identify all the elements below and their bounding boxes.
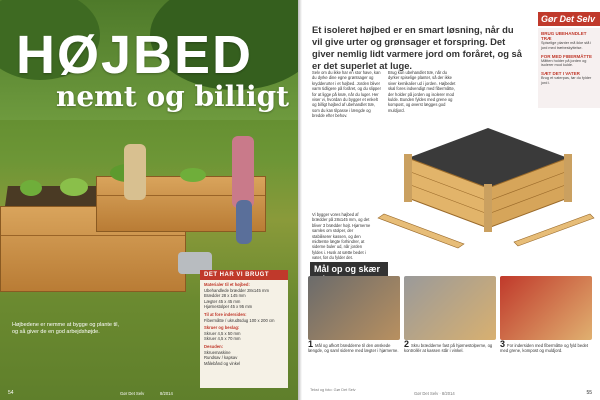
page-number-right: 55 (586, 390, 592, 396)
materials-box-heading: DET HAR VI BRUGT (200, 270, 288, 280)
issue-number: 8/2014 (160, 391, 173, 396)
tip-text: Spiselige planter må ikke stå i jord med træbeskyttelse. (541, 41, 592, 50)
photo-caption: Højbedene er nemme at bygge og plante til, og så giver de en god arbejdshøjde. (12, 322, 120, 335)
corner-post (404, 154, 412, 202)
step-number: 3 (500, 339, 506, 349)
loose-board (514, 214, 594, 246)
materials-item: Ubehandlede brædder 28x145 mm (204, 287, 269, 293)
step-number: 1 (308, 339, 314, 349)
tip-title: SÆT DET I VATER (541, 71, 580, 77)
loose-board (378, 214, 464, 248)
tools-item: Målebånd og vinkel (204, 360, 241, 366)
child-figure (124, 144, 146, 200)
section-badge: Gør Det Selv (538, 12, 600, 26)
step-text: Mål og afkort brædderne til den ønskede længde, og saml siderne med lægter i hjørnerne. (308, 343, 399, 354)
tools-item: Rundsav / kapsav (204, 355, 238, 361)
step-caption (404, 339, 496, 354)
step-caption (308, 339, 400, 354)
child-figure (236, 200, 252, 244)
step-photo-1 (308, 276, 400, 340)
step-photo-2 (404, 276, 496, 340)
tools-item: Skruemaskine (204, 349, 231, 355)
page-subtitle: nemt og billigt (56, 80, 290, 113)
article-column-1: Selv om du ikke har en stor have, kan du dyrke dine egne grøntsager og krydderurter i et højbed. Jorden bliver varm tidligere på foråret, og du slipper for at ligge på knæ, når du luger. Her viser vi, hvordan du bygger et enkelt og billigt højbed af ubehandlet træ, som du kan tilpasse i længde og bredde efter behov. (312, 70, 381, 119)
magazine-name: Gør Det Selv (120, 391, 145, 396)
mats-item: Fibermåtte / ukrudtsdug 100 x 200 cm (204, 317, 275, 323)
step-caption (500, 339, 592, 354)
corner-post (484, 184, 492, 232)
mats-title: Til at fore indersiden: (204, 311, 247, 317)
plant (60, 178, 88, 196)
article-column-3: Vi bygger vores højbed af brædder på 28x145 mm, og det bliver 3 brædder højt. Hjørnerne samles om stolper, der stabiliserer kassen, og den midterste lægte forhindrer, at siderne buler ud, når jorden fyldes i. Husk at sætte bedet i vater, før du fylder det. (312, 212, 371, 261)
materials-item: Brædder 28 x 145 mm (204, 293, 246, 299)
materials-box (200, 270, 288, 388)
corner-post (564, 154, 572, 202)
page-footer: Gør Det Selv · 8/2014 (414, 391, 455, 396)
photo-credit: Tekst og foto: Gør Det Selv (310, 388, 356, 392)
materials-item: Hjørnestolper 45 x 95 mm (204, 304, 253, 310)
right-page (302, 0, 600, 400)
materials-title: Materialer til et højbed: (204, 282, 250, 287)
raised-bed-diagram (368, 118, 598, 258)
materials-item: Lægter 45 x 45 mm (204, 298, 241, 304)
child-figure (232, 136, 254, 208)
screws-item: Skruer 4,5 x 50 mm (204, 330, 241, 336)
tip-title: BRUG UBEHANDLET TRÆ (541, 31, 587, 41)
screws-item: Skruer 4,5 x 70 mm (204, 336, 241, 342)
step-text: For indersiden med fibermåtte og fyld bedet med grene, kompost og muldjord. (500, 343, 589, 354)
tip-text: Brug et vaterpas, før du fylder jord i. (541, 76, 592, 85)
tools-title: Desuden: (204, 343, 224, 349)
screws-title: Skruer og beslag: (204, 325, 240, 331)
step-photo-3 (500, 276, 592, 340)
tip-text: Måtten holder på jorden og isolerer mod kulde. (541, 58, 587, 68)
page-title: HØJBED (16, 25, 254, 85)
article-lead: Et isoleret højbed er en smart løsning, når du vil give urter og grønsager et forspring. Det giver nemlig lidt varmere jord om foråret, og så er det superlet at luge. (312, 24, 522, 71)
step-text: Skru brædderne fast på hjørnestolperne, og kontrollér at kassen står i vinkel. (404, 343, 493, 354)
plant (180, 168, 206, 182)
tips-box (538, 28, 600, 108)
left-page (0, 0, 298, 400)
article-column-2: Brug kun ubehandlet træ, når du dyrker spiselige planter, så der ikke siver kemikalier ud i jorden. Højbedet skal fores indvendigt med fibermåtte, der holder på jorden og isolerer mod kulde. Bunden fyldes med grene og kompost, og øverst lægges god muldjord. (388, 70, 456, 113)
step-number: 2 (404, 339, 410, 349)
tip-title: FOR MED FIBERMÅTTE (541, 53, 592, 59)
plant (20, 180, 42, 196)
section-heading: Mål op og skær (310, 262, 388, 286)
page-number-left: 54 (8, 390, 14, 396)
